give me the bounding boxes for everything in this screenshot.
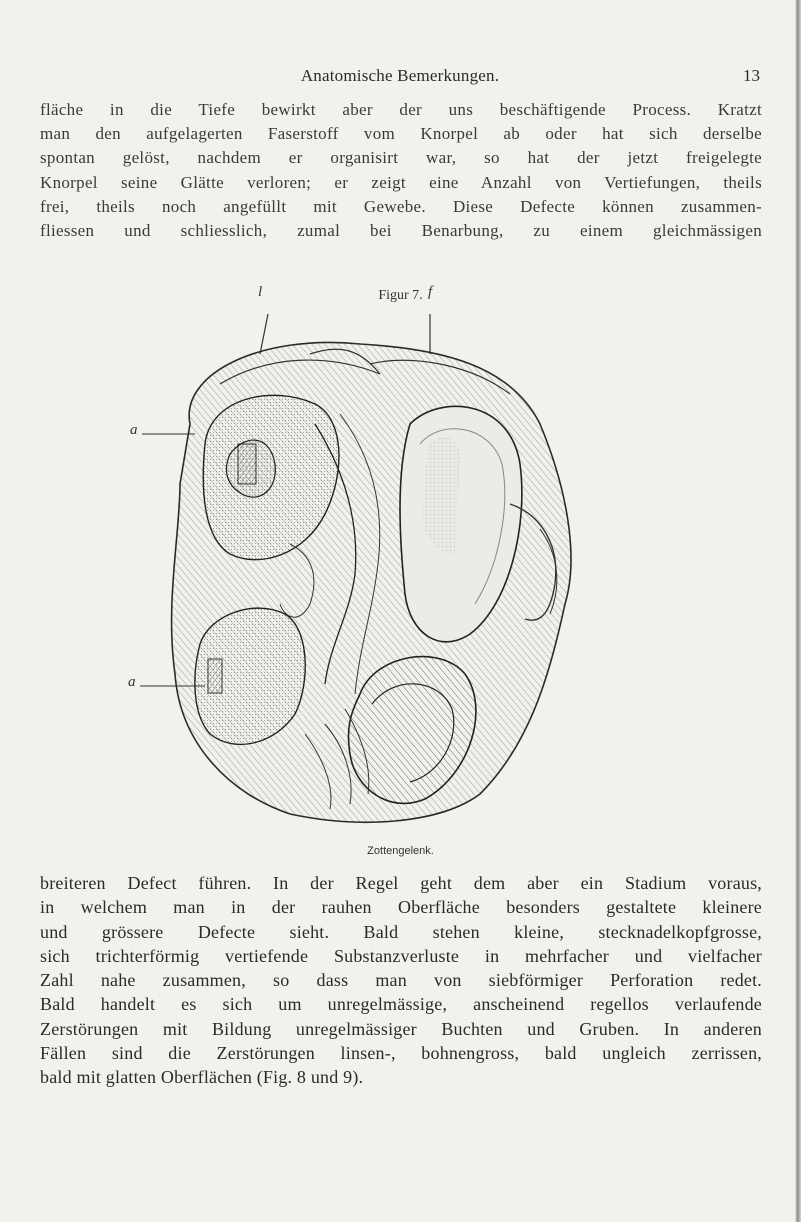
text-line: sich trichterförmig vertiefende Substanzverluste in mehrfacher und vielfacher <box>40 945 762 966</box>
figure-label-a-upper: a <box>130 422 138 438</box>
text-line: Zahl nahe zusammen, so dass man von siebförmiger Perforation redet. <box>40 970 762 991</box>
figure-label-a-lower: a <box>128 674 136 690</box>
pointer-line <box>260 314 270 354</box>
figure-title: Figur 7. <box>378 288 423 303</box>
page-number: 13 <box>743 66 760 85</box>
figure-label-f: f <box>428 284 433 300</box>
text-line: fliessen und schliesslich, zumal bei Benarbung, zu einem gleichmässigen <box>40 221 762 241</box>
page-edge <box>795 0 801 1222</box>
text-line: breiteren Defect führen. In der Regel geht dem aber ein Stadium voraus, <box>40 873 762 893</box>
hatched-defect <box>208 659 222 693</box>
text-line: Knorpel seine Glätte verloren; er zeigt eine Anzahl von Vertiefungen, theils <box>40 172 762 192</box>
text-line: fläche in die Tiefe bewirkt aber der uns beschäftigende Process. Kratzt <box>40 100 762 119</box>
text-line: frei, theils noch angefüllt mit Gewebe. Diese Defecte können zusammen- <box>40 196 762 216</box>
text-line: Bald handelt es sich um unregelmässige, anscheinend regellos verlaufende <box>40 994 762 1015</box>
text-line: Zerstörungen mit Bildung unregelmässiger Buchten und Gruben. In anderen <box>40 1018 762 1039</box>
text-line: man den aufgelagerten Faserstoff vom Knorpel ab oder hat sich derselbe <box>40 124 762 144</box>
text-line: Fällen sind die Zerstörungen linsen-, bohnengross, bald ungleich zerrissen, <box>40 1043 762 1064</box>
figure-caption: Zottengelenk. <box>367 845 434 857</box>
paragraph-top <box>40 98 762 243</box>
text-line: und grössere Defecte sieht. Bald stehen kleine, stecknadelkopfgrosse, <box>40 921 762 942</box>
text-line: bald mit glatten Oberflächen (Fig. 8 und 9). <box>40 1067 364 1088</box>
figure-label-l: l <box>258 284 263 300</box>
text-line: in welchem man in der rauhen Oberfläche besonders gestaltete kleinere <box>40 897 762 918</box>
hatched-defect <box>238 444 256 484</box>
paragraph-bottom <box>40 871 762 1090</box>
text-line: spontan gelöst, nachdem er organisirt war, so hat der jetzt freigelegte <box>40 148 762 168</box>
joint-engraving-svg <box>110 314 590 834</box>
header-title: Anatomische Bemerkungen. <box>300 66 500 85</box>
running-header <box>40 66 760 88</box>
